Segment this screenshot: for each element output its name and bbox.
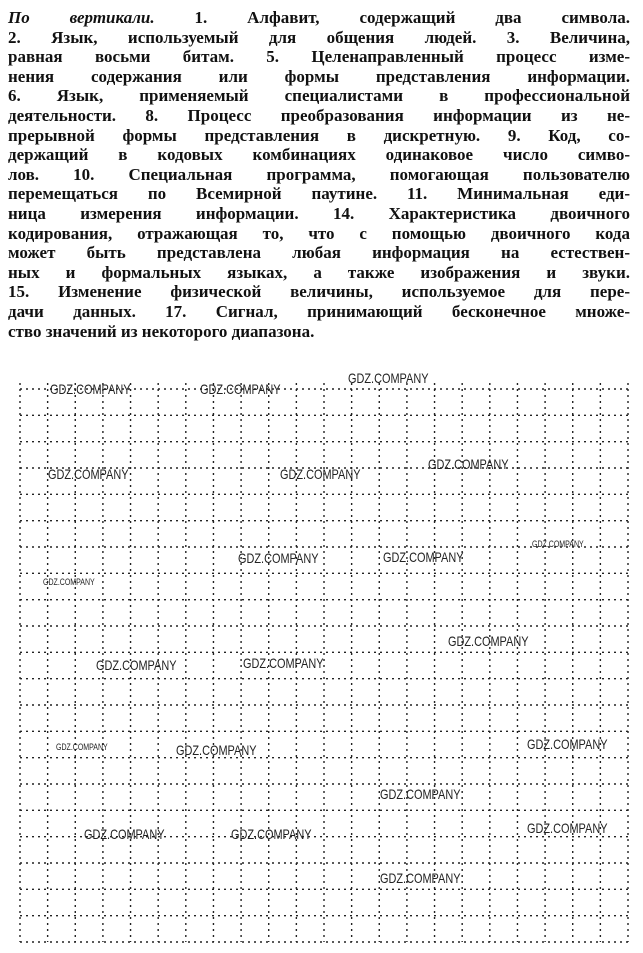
watermark: GDZ.COMPANY (348, 370, 429, 386)
watermark: GDZ.COMPANY (96, 657, 177, 673)
watermark: GDZ.COMPANY (380, 870, 461, 886)
clue-line: По вертикали. 1. Алфавит, содержащий два символа. (8, 8, 630, 27)
watermark: GDZ.COMPANY (243, 655, 324, 671)
clue-line: равная восьми битам. 5. Целенаправленный процесс изме- (8, 47, 630, 67)
watermark: GDZ.COMPANY (280, 466, 361, 482)
watermark: GDZ.COMPANY (383, 549, 464, 565)
watermark: GDZ.COMPANY (527, 820, 608, 836)
watermark: GDZ.COMPANY (238, 550, 319, 566)
watermark: GDZ.COMPANY (176, 742, 257, 758)
clue-line: лов. 10. Специальная программа, помогающая пользователю (8, 164, 630, 184)
watermark: GDZ.COMPANY (50, 381, 131, 397)
clue-line: ство значений из некоторого диапазона. (8, 321, 315, 341)
watermark: GDZ.COMPANY (48, 466, 129, 482)
clue-line: может быть представлена любая информация на естествен- (8, 243, 630, 263)
clue-line: 15. Изменение физической величины, используемое для пере- (8, 282, 630, 302)
watermark: GDZ.COMPANY (200, 381, 281, 397)
watermark: GDZ.COMPANY (43, 577, 95, 587)
watermark: GDZ.COMPANY (380, 786, 461, 802)
clue-line: держащий в кодовых комбинациях одинаковое число симво- (8, 145, 630, 165)
clue-line: ница измерения информации. 14. Характеристика двоичного (8, 203, 630, 223)
section-heading: По вертикали. (8, 8, 155, 27)
clue-line: дачи данных. 17. Сигнал, принимающий бесконечное множе- (8, 301, 630, 321)
clue-line: деятельности. 8. Процесс преобразования информации из не- (8, 105, 630, 125)
clue-line: кодирования, отражающая то, что с помощью двоичного кода (8, 223, 630, 243)
clue-line: нения содержания или формы представления информации. (8, 66, 630, 86)
watermark: GDZ.COMPANY (527, 736, 608, 752)
clue-line: 6. Язык, применяемый специалистами в профессиональной (8, 86, 630, 106)
watermark: GDZ.COMPANY (428, 456, 509, 472)
clue-line: прерывной формы представления в дискретную. 9. Код, со- (8, 125, 630, 145)
clue-line: перемещаться по Всемирной паутине. 11. Минимальная еди- (8, 184, 630, 204)
watermark: GDZ.COMPANY (448, 633, 529, 649)
watermark: GDZ.COMPANY (84, 826, 165, 842)
clue-line: 2. Язык, используемый для общения людей. 3. Величина, (8, 27, 630, 47)
watermark: GDZ.COMPANY (532, 539, 584, 549)
watermark: GDZ.COMPANY (56, 742, 108, 752)
clue-line: ных и формальных языках, а также изображения и звуки. (8, 262, 630, 282)
watermark: GDZ.COMPANY (231, 826, 312, 842)
